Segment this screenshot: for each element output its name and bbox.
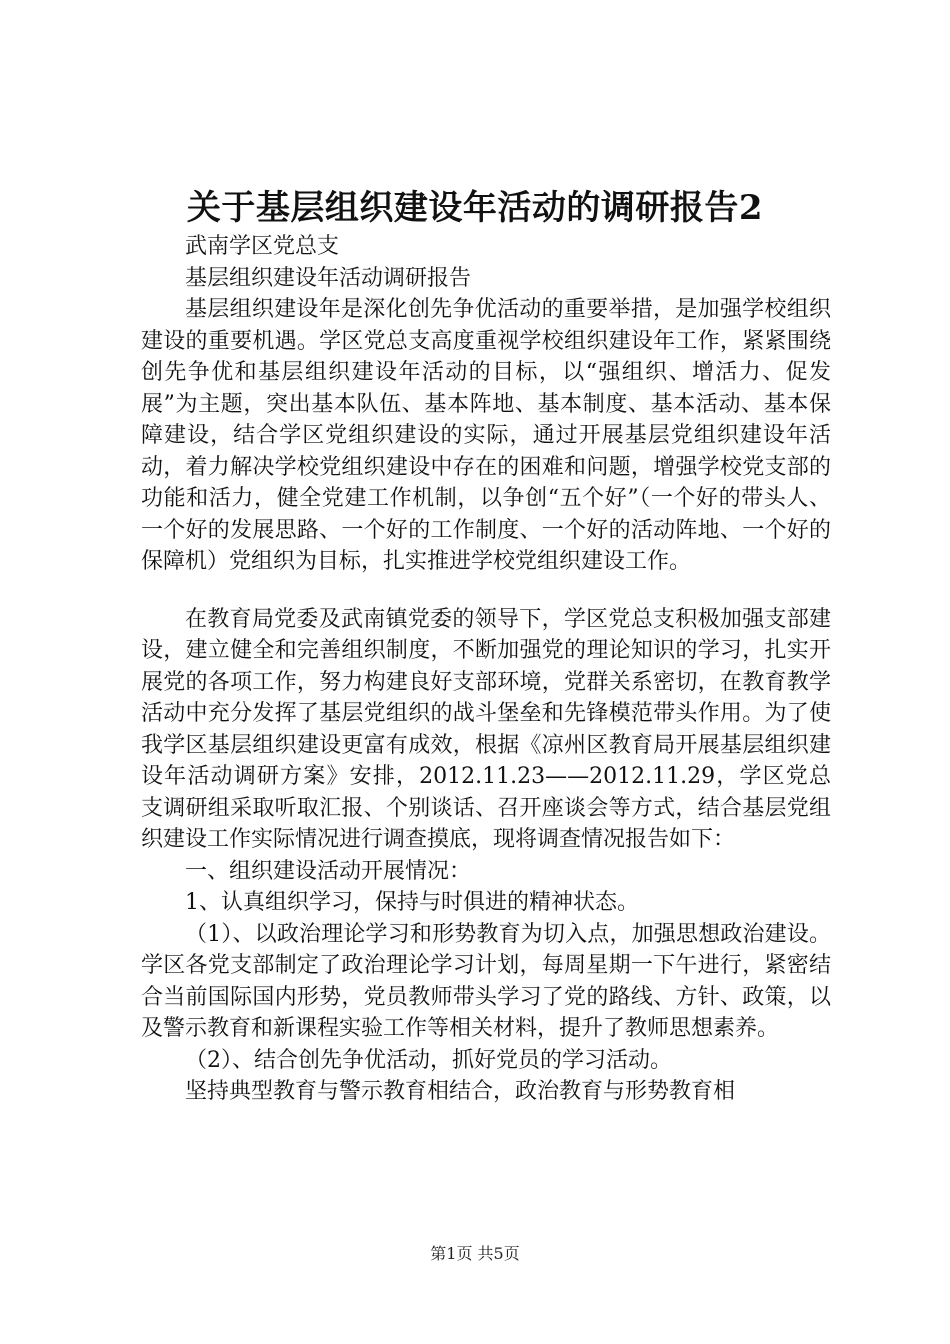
paragraph-item-2: （2）、结合创先争优活动，抓好党员的学习活动。 [185,1047,672,1073]
paragraph-item-1: （1）、以政治理论学习和形势教育为切入点，加强思想政治建设。学区各党支部制定了政治理论学习计划，每周星期一下午进行，紧密结合当前国际国内形势，党员教师带头学习了党的路线、方针、政策，以及警示教育和新课程实验工作等相关材料，提升了教师思想素养。 [141,921,831,1041]
paragraph-spacer [141,578,831,604]
section-heading: 一、组织建设活动开展情况： [185,858,472,884]
org-name: 武南学区党总支 [185,234,340,259]
subsection-heading: 1、认真组织学习，保持与时俱进的精神状态。 [185,890,639,915]
paragraph-background: 在教育局党委及武南镇党委的领导下，学区党总支积极加强支部建设，建立健全和完善组织制度，不断加强党的理论知识的学习，扎实开展党的各项工作，努力构建良好支部环境，党群关系密切，在教育教学活动中充分发挥了基层党组织的战斗堡垒和先锋模范带头作用。为了使我学区基层组织建设更富有成效，根据《凉州区教育局开展基层组织建设年活动调研方案》安排，2012.11.23——2012.11.29，学区党总支调研组采取听取汇报、个别谈话、召开座谈会等方式，结合基层党组织建设工作实际情况进行调查摸底，现将调查情况报告如下： [141,606,831,852]
report-subtitle: 基层组织建设年活动调研报告 [185,265,472,291]
paragraph-continued: 坚持典型教育与警示教育相结合，政治教育与形势教育相 [185,1079,736,1104]
paragraph-intro: 基层组织建设年是深化创先争优活动的重要举措，是加强学校组织建设的重要机遇。学区党总支高度重视学校组织建设年工作，紧紧围绕创先争优和基层组织建设年活动的目标，以“强组织、增活力、促发展”为主题，突出基本队伍、基本阵地、基本制度、基本活动、基本保障建设，结合学区党组织建设的实际，通过开展基层党组织建设年活动，着力解决学校党组织建设中存在的困难和问题，增强学校党支部的功能和活力，健全党建工作机制，以争创“五个好”（一个好的带头人、一个好的发展思路、一个好的工作制度、一个好的活动阵地、一个好的保障机）党组织为目标，扎实推进学校党组织建设工作。 [141,297,831,574]
page-number: 第1页 共5页 [430,1244,520,1263]
document-body [141,231,831,1108]
document-title: 关于基层组织建设年活动的调研报告2 [186,188,764,228]
